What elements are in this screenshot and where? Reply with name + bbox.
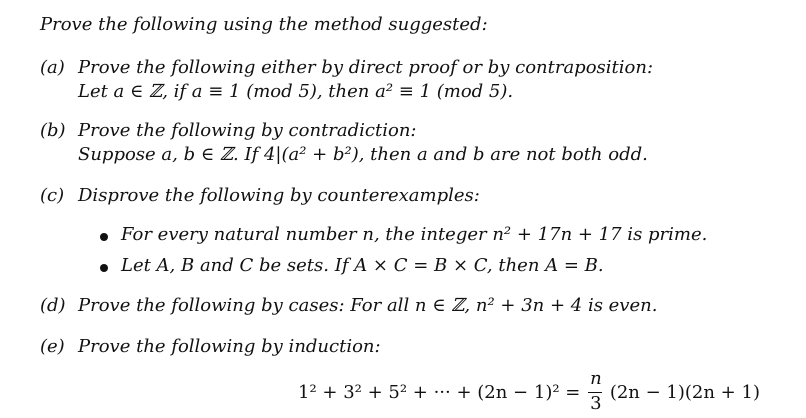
item-c-line-1: Disprove the following by counterexamples: — [78, 185, 480, 206]
bullet-icon — [100, 233, 108, 241]
bullet-icon — [100, 264, 108, 272]
item-b-label: (b) — [40, 120, 66, 141]
fraction-denominator: 3 — [590, 393, 602, 414]
item-c-bullet-1: For every natural number n, the integer n² + 17n + 17 is prime. — [121, 224, 708, 245]
item-e-line-1: Prove the following by induction: — [78, 336, 381, 357]
item-e-label: (e) — [40, 336, 65, 357]
item-c-label: (c) — [40, 185, 65, 206]
item-b-line-2: Suppose a, b ∈ ℤ. If 4|(a² + b²), then a and b are not both odd. — [78, 144, 648, 165]
induction-formula — [298, 368, 760, 414]
item-d-label: (d) — [40, 295, 66, 316]
item-a-line-1: Prove the following either by direct proof or by contraposition: — [78, 57, 654, 78]
formula-left: 1² + 3² + 5² + ··· + (2n − 1)² = — [298, 382, 581, 403]
intro-text: Prove the following using the method suggested: — [40, 14, 488, 35]
item-d-line-1: Prove the following by cases: For all n ∈ ℤ, n² + 3n + 4 is even. — [78, 295, 658, 316]
item-a-label: (a) — [40, 57, 65, 78]
formula-right: (2n − 1)(2n + 1) — [609, 382, 760, 403]
fraction-numerator: n — [590, 368, 602, 389]
item-b-line-1: Prove the following by contradiction: — [78, 120, 417, 141]
item-c-bullet-2: Let A, B and C be sets. If A × C = B × C, then A = B. — [121, 255, 604, 276]
item-a-line-2: Let a ∈ ℤ, if a ≡ 1 (mod 5), then a² ≡ 1 (mod 5). — [78, 81, 514, 102]
formula-fraction — [588, 368, 602, 414]
